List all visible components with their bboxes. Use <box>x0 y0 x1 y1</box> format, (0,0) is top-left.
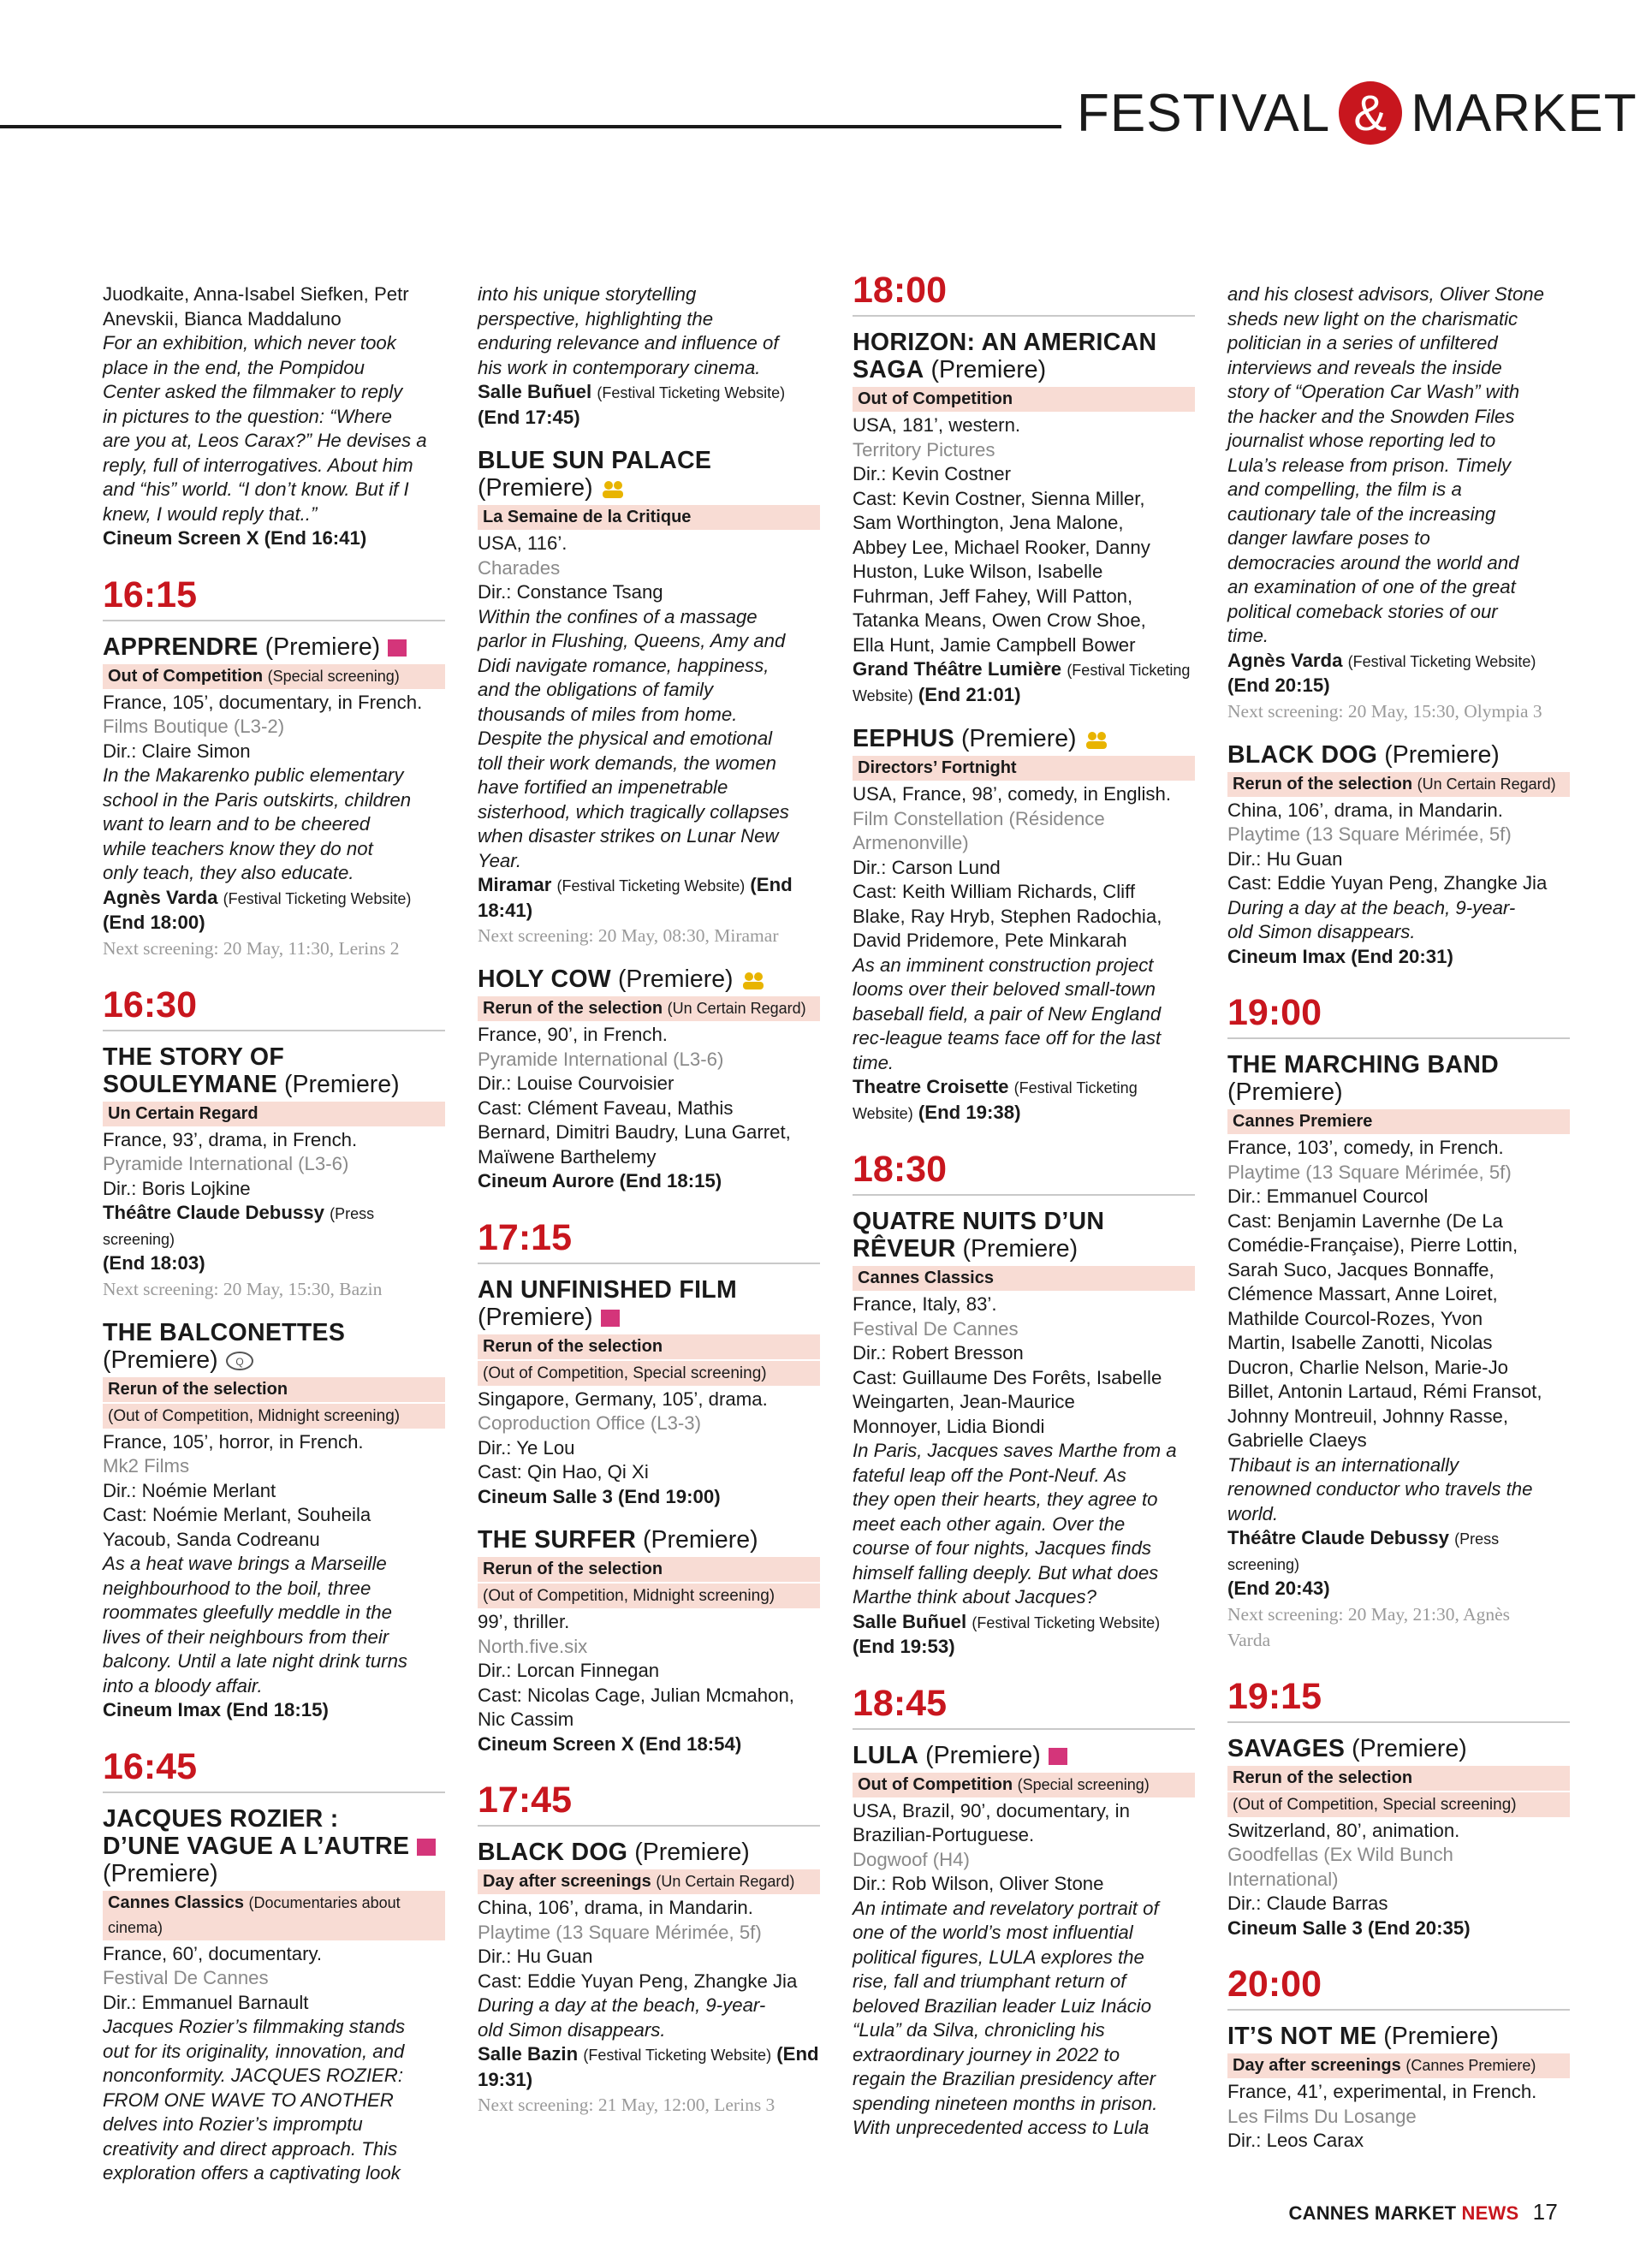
synopsis-line: rise, fall and triumphant return of <box>853 1970 1126 1992</box>
synopsis-line: sisterhood, which tragically collapses <box>478 800 789 823</box>
film-title: BLUE SUN PALACE <box>478 447 712 474</box>
end-time: 19:31) <box>478 2068 533 2090</box>
cast-line: Cast: Guillaume Des Forêts, Isabelle <box>853 1366 1162 1388</box>
cast-line: Yacoub, Sanda Codreanu <box>103 1528 320 1550</box>
film-meta: France, 105’, documentary, in French. <box>103 691 423 713</box>
distributor: Coproduction Office (L3-3) <box>478 1412 702 1434</box>
next-screening: Next screening: 20 May, 21:30, Agnès <box>1227 1603 1511 1625</box>
synopsis-line: and compelling, the film is a <box>1227 478 1462 500</box>
cast-line: Cast: Clément Faveau, Mathis <box>478 1096 734 1119</box>
film-title: SAVAGES (Premiere) <box>1227 1734 1467 1762</box>
synopsis-line: creativity and direct approach. This <box>103 2137 398 2160</box>
synopsis-line: his work in contemporary cinema. <box>478 356 761 378</box>
venue: Cineum Imax (End 20:31) <box>1227 945 1453 967</box>
venue: Theatre Croisette (Festival Ticketing <box>853 1076 1138 1097</box>
next-screening: Next screening: 20 May, 08:30, Miramar <box>478 925 779 946</box>
time-slot: 19:15 <box>1227 1675 1570 1723</box>
film-title: (Premiere) <box>478 1304 820 1331</box>
synopsis-line: are you at, Leos Carax?” He devises a <box>103 430 427 451</box>
synopsis-line: they open their hearts, they agree to <box>853 1488 1158 1510</box>
synopsis-line: old Simon disappears. <box>478 2018 666 2041</box>
film-title: LULA (Premiere) <box>853 1742 1195 1769</box>
synopsis-line: Despite the physical and emotional <box>478 728 773 749</box>
synopsis-line: world. <box>1227 1502 1279 1524</box>
synopsis-line: balcony. Until a late night drink turns <box>103 1650 408 1672</box>
film-meta: China, 106’, drama, in Mandarin. <box>1227 799 1503 821</box>
category-label: Cannes Classics (Documentaries about cinema) <box>103 1891 445 1940</box>
film-title: THE STORY OF <box>103 1043 285 1071</box>
venue: Agnès Varda (Festival Ticketing Website) <box>103 886 412 908</box>
cast-line: Monnoyer, Lidia Biondi <box>853 1415 1045 1437</box>
cast-line: Ducron, Charlie Nelson, Marie-Jo <box>1227 1356 1509 1378</box>
synopsis-line: story of “Operation Car Wash” with <box>1227 381 1520 402</box>
director: Dir.: Ye Lou <box>478 1436 575 1459</box>
distributor: Films Boutique (L3-2) <box>103 716 285 737</box>
synopsis-line: regain the Brazilian presidency after <box>853 2068 1156 2089</box>
synopsis-line: himself falling deeply. But what does <box>853 1561 1159 1584</box>
pink-square-icon <box>416 1838 437 1857</box>
synopsis-line: and his closest advisors, Oliver Stone <box>1227 283 1544 305</box>
director: Dir.: Emmanuel Courcol <box>1227 1185 1429 1207</box>
film-meta: USA, Brazil, 90’, documentary, in <box>853 1799 1130 1821</box>
distributor: Playtime (13 Square Mérimée, 5f) <box>1227 823 1512 845</box>
film-title: BLACK DOG (Premiere) <box>1227 740 1500 769</box>
director: Dir.: Louise Courvoisier <box>478 1073 674 1094</box>
film-meta: France, 93’, drama, in French. <box>103 1128 358 1150</box>
film-title: (Premiere) Q <box>103 1346 445 1374</box>
cast-line: Mathilde Courcol-Rozes, Yvon <box>1227 1307 1483 1329</box>
film-meta: China, 106’, drama, in Mandarin. <box>478 1897 753 1918</box>
distributor: Dogwoof (H4) <box>853 1848 970 1870</box>
synopsis-line: perspective, highlighting the <box>478 307 714 330</box>
synopsis-line: spending nineteen months in prison. <box>853 2092 1158 2114</box>
end-time: Website) (End 21:01) <box>853 683 1021 705</box>
film-title: SOULEYMANE (Premiere) <box>103 1070 400 1098</box>
time-slot: 16:45 <box>103 1745 445 1793</box>
film-title: QUATRE NUITS D’UN <box>853 1208 1105 1235</box>
venue: Grand Théâtre Lumière (Festival Ticketing <box>853 658 1191 680</box>
synopsis-line: an examination of one of the great <box>1227 576 1516 597</box>
cast-line: Cast: Eddie Yuyan Peng, Zhangke Jia <box>478 1970 798 1992</box>
cast-line: Cast: Nicolas Cage, Julian Mcmahon, <box>478 1684 794 1706</box>
cast-line: Johnny Montreuil, Johnny Rasse, <box>1227 1405 1509 1427</box>
film-title: (Premiere) <box>478 474 820 502</box>
film-title: THE SURFER (Premiere) <box>478 1526 758 1554</box>
distributor: International) <box>1227 1868 1339 1890</box>
cast-line: Cast: Kevin Costner, Sienna Miller, <box>853 487 1145 509</box>
synopsis-line: into his unique storytelling <box>478 283 697 305</box>
category-label: Rerun of the selection <box>478 1557 820 1582</box>
venue: Salle Buñuel (Festival Ticketing Website) <box>853 1610 1161 1632</box>
footer-news: NEWS <box>1461 2202 1519 2224</box>
people-icon <box>1084 729 1109 750</box>
end-time: (End 19:53) <box>853 1636 955 1657</box>
synopsis-line: rec-league teams face off for the last <box>853 1027 1162 1049</box>
ampersand-badge: & <box>1339 81 1402 145</box>
film-title: BLACK DOG (Premiere) <box>478 1839 750 1866</box>
synopsis-line: nonconformity. JACQUES ROZIER: <box>103 2065 403 2086</box>
column-4 <box>1227 282 1570 2154</box>
credits-line: Juodkaite, Anna-Isabel Siefken, Petr <box>103 283 409 305</box>
next-screening: Varda <box>1227 1629 1271 1650</box>
cast-line: Cast: Qin Hao, Qi Xi <box>478 1461 649 1483</box>
synopsis-line: fateful leap off the Pont-Neuf. As <box>853 1464 1126 1486</box>
synopsis-line: looms over their beloved small-town <box>853 978 1156 1000</box>
synopsis-line: Within the confines of a massage <box>478 605 758 627</box>
film-meta: USA, 116’. <box>478 532 568 554</box>
venue: Théâtre Claude Debussy (Press screening) <box>103 1202 375 1248</box>
end-time: (End 18:03) <box>103 1252 205 1274</box>
next-screening: Next screening: 21 May, 12:00, Lerins 3 <box>478 2095 775 2115</box>
category-sub: (Out of Competition, Midnight screening) <box>103 1404 445 1429</box>
film-title: SAGA (Premiere) <box>853 356 1047 383</box>
category-label: Out of Competition (Special screening) <box>103 664 445 689</box>
synopsis-line: while teachers know they do not <box>103 837 373 859</box>
svg-text:Q: Q <box>235 1355 244 1368</box>
category-label: Out of Competition (Special screening) <box>853 1773 1195 1797</box>
director: Dir.: Hu Guan <box>1227 847 1343 870</box>
cast-line: Clémence Massart, Anne Loiret, <box>1227 1283 1498 1304</box>
footer-brand: CANNES MARKET <box>1288 2202 1457 2224</box>
distributor: North.five.six <box>478 1635 588 1657</box>
synopsis-line: old Simon disappears. <box>1227 921 1416 942</box>
synopsis-line: As an imminent construction project <box>853 954 1154 976</box>
synopsis-line: Marthe think about Jacques? <box>853 1586 1096 1607</box>
synopsis-line: Didi navigate romance, happiness, <box>478 654 770 676</box>
synopsis-line: As a heat wave brings a Marseille <box>103 1553 387 1574</box>
director: Dir.: Boris Lojkine <box>103 1177 251 1199</box>
distributor: Territory Pictures <box>853 438 995 461</box>
synopsis-line: political figures, LULA explores the <box>853 1946 1144 1968</box>
synopsis-line: and the obligations of family <box>478 679 714 700</box>
end-time: (End 20:15) <box>1227 674 1330 696</box>
synopsis-line: “Lula” da Silva, chronicling his <box>853 2019 1105 2041</box>
category-label: Day after screenings (Un Certain Regard) <box>478 1869 820 1894</box>
time-slot: 20:00 <box>1227 1963 1570 2011</box>
cast-line: Comédie-Française), Pierre Lottin, <box>1227 1234 1518 1256</box>
people-icon <box>740 970 766 990</box>
venue: Cineum Screen X (End 18:54) <box>478 1732 742 1755</box>
synopsis-line: An intimate and revelatory portrait of <box>853 1897 1159 1919</box>
category-label: Rerun of the selection <box>103 1377 445 1402</box>
next-screening: Next screening: 20 May, 15:30, Olympia 3 <box>1227 700 1542 722</box>
next-screening: Next screening: 20 May, 15:30, Bazin <box>103 1278 383 1299</box>
time-slot: 18:00 <box>853 269 1195 317</box>
queer-palm-icon <box>225 1351 254 1371</box>
synopsis-line: reply, full of interrogatives. About him <box>103 454 413 476</box>
synopsis-line: delves into Rozier’s impromptu <box>103 2113 363 2135</box>
synopsis-line: Jacques Rozier’s filmmaking stands <box>103 2016 406 2037</box>
synopsis-line: time. <box>1227 625 1269 646</box>
end-time: (End 18:00) <box>103 912 205 933</box>
director: Dir.: Rob Wilson, Oliver Stone <box>853 1873 1104 1894</box>
synopsis-line: In Paris, Jacques saves Marthe from a <box>853 1440 1177 1461</box>
synopsis-line: time. <box>853 1051 894 1073</box>
distributor: Playtime (13 Square Mérimée, 5f) <box>1227 1161 1512 1183</box>
category-label: Directors’ Fortnight <box>853 756 1195 781</box>
synopsis-line: During a day at the beach, 9-year- <box>478 1994 766 2016</box>
time-slot: 16:15 <box>103 573 445 621</box>
venue: Salle Bazin (Festival Ticketing Website) (End <box>478 2043 819 2065</box>
synopsis-line: one of the world’s most influential <box>853 1922 1133 1943</box>
time-slot: 19:00 <box>1227 991 1570 1039</box>
end-time: (End 17:45) <box>478 406 580 428</box>
film-meta: France, 60’, documentary. <box>103 1942 323 1964</box>
time-slot: 17:15 <box>478 1216 820 1264</box>
film-title: AN UNFINISHED FILM <box>478 1275 738 1304</box>
synopsis-line: the hacker and the Snowden Files <box>1227 405 1515 427</box>
film-title: EEPHUS (Premiere) <box>853 725 1195 752</box>
category-label: Day after screenings (Cannes Premiere) <box>1227 2053 1570 2078</box>
cast-line: Maïwene Barthelemy <box>478 1145 657 1168</box>
distributor: Les Films Du Losange <box>1227 2105 1417 2127</box>
film-meta: France, 41’, experimental, in French. <box>1227 2081 1537 2102</box>
category-label: Rerun of the selection (Un Certain Regard) <box>1227 772 1570 797</box>
synopsis-line: lives of their neighbours from their <box>103 1625 389 1648</box>
film-title: RÊVEUR (Premiere) <box>853 1235 1079 1263</box>
category-label: Rerun of the selection <box>1227 1766 1570 1791</box>
next-screening: Next screening: 20 May, 11:30, Lerins 2 <box>103 937 400 959</box>
time-slot: 17:45 <box>478 1779 820 1827</box>
cast-line: Cast: Keith William Richards, Cliff <box>853 881 1136 902</box>
category-label: Rerun of the selection (Un Certain Regard) <box>478 996 820 1021</box>
synopsis-line: thousands of miles from home. <box>478 703 738 725</box>
synopsis-line: neighbourhood to the boil, three <box>103 1577 371 1599</box>
end-time: Website) (End 19:38) <box>853 1101 1021 1123</box>
film-title: IT’S NOT ME (Premiere) <box>1227 2023 1499 2050</box>
cast-line: Blake, Ray Hryb, Stephen Radochia, <box>853 905 1162 927</box>
page-number: 17 <box>1532 2199 1558 2225</box>
column-2 <box>478 282 820 2118</box>
synopsis-line: extraordinary journey in 2022 to <box>853 2043 1120 2065</box>
film-title: THE MARCHING BAND <box>1227 1051 1499 1078</box>
synopsis-line: toll their work demands, the women <box>478 752 776 774</box>
cast-line: Martin, Isabelle Zanotti, Nicolas <box>1227 1332 1493 1353</box>
cast-line: Cast: Eddie Yuyan Peng, Zhangke Jia <box>1227 872 1548 894</box>
director: Dir.: Leos Carax <box>1227 2130 1364 2151</box>
column-3 <box>853 257 1195 2141</box>
category-label: Cannes Premiere <box>1227 1109 1570 1134</box>
time-slot: 18:30 <box>853 1148 1195 1196</box>
pink-square-icon <box>387 639 407 657</box>
cast-line: Weingarten, Jean-Maurice <box>853 1391 1075 1412</box>
category-sub: (Out of Competition, Special screening) <box>478 1361 820 1386</box>
synopsis-line: parlor in Flushing, Queens, Amy and <box>478 630 786 651</box>
distributor: Charades <box>478 556 561 579</box>
distributor: Festival De Cannes <box>103 1967 269 1988</box>
pink-square-icon <box>1048 1747 1068 1766</box>
synopsis-line: Lula’s release from prison. Timely <box>1227 454 1512 476</box>
synopsis-line: democracies around the world and <box>1227 551 1519 573</box>
distributor: Pyramide International (L3-6) <box>478 1048 724 1070</box>
director: Dir.: Emmanuel Barnault <box>103 1991 309 2013</box>
cast-line: Billet, Antonin Lartaud, Rémi Fransot, <box>1227 1381 1542 1402</box>
film-meta: USA, France, 98’, comedy, in English. <box>853 783 1172 805</box>
header-rule <box>0 125 1061 128</box>
section-header <box>1077 79 1637 147</box>
synopsis-line: In the Makarenko public elementary <box>103 764 404 786</box>
synopsis-line: want to learn and to be cheered <box>103 813 371 835</box>
synopsis-line: FROM ONE WAVE TO ANOTHER <box>103 2089 394 2111</box>
film-meta: Singapore, Germany, 105’, drama. <box>478 1387 768 1410</box>
synopsis-line: journalist whose reporting led to <box>1227 430 1496 451</box>
film-title: JACQUES ROZIER : <box>103 1804 339 1833</box>
synopsis-line: place in the end, the Pompidou <box>103 356 365 378</box>
category-label: Rerun of the selection <box>478 1334 820 1359</box>
distributor: Festival De Cannes <box>853 1317 1019 1340</box>
category-sub: (Out of Competition, Midnight screening) <box>478 1584 820 1608</box>
synopsis-line: With unprecedented access to Lula <box>853 2117 1150 2138</box>
synopsis-line: baseball field, a pair of New England <box>853 1002 1162 1025</box>
distributor: Goodfellas (Ex Wild Bunch <box>1227 1844 1453 1865</box>
synopsis-line: interviews and reveals the inside <box>1227 356 1502 378</box>
film-title: HOLY COW (Premiere) <box>478 966 820 993</box>
venue: Cineum Aurore (End 18:15) <box>478 1170 722 1191</box>
time-slot: 18:45 <box>853 1682 1195 1730</box>
director: Dir.: Kevin Costner <box>853 463 1011 484</box>
column-1 <box>103 282 445 2186</box>
venue: Cineum Screen X (End 16:41) <box>103 527 367 549</box>
category-label: La Semaine de la Critique <box>478 505 820 530</box>
film-title: D’UNE VAGUE A L’AUTRE <box>103 1833 445 1860</box>
venue: Agnès Varda (Festival Ticketing Website) <box>1227 649 1536 671</box>
venue: Salle Buñuel (Festival Ticketing Website) <box>478 381 786 402</box>
venue: Miramar (Festival Ticketing Website) (End <box>478 874 793 895</box>
director: Dir.: Lorcan Finnegan <box>478 1660 660 1681</box>
synopsis-line: Year. <box>478 849 521 871</box>
film-title: APPRENDRE (Premiere) <box>103 633 445 661</box>
synopsis-line: when disaster strikes on Lunar New <box>478 825 779 847</box>
distributor: Film Constellation (Résidence <box>853 807 1105 829</box>
synopsis-line: Thibaut is an internationally <box>1227 1453 1459 1476</box>
synopsis-line: For an exhibition, which never took <box>103 332 396 354</box>
cast-line: Fuhrman, Jeff Fahey, Will Patton, <box>853 585 1133 607</box>
film-meta: 99’, thriller. <box>478 1611 570 1632</box>
venue: Cineum Salle 3 (End 19:00) <box>478 1485 721 1507</box>
director: Dir.: Hu Guan <box>478 1946 593 1967</box>
header-festival: FESTIVAL <box>1077 83 1331 143</box>
synopsis-line: enduring relevance and influence of <box>478 332 779 354</box>
synopsis-line: beloved Brazilian leader Luiz Inácio <box>853 1994 1152 2017</box>
director: Dir.: Robert Bresson <box>853 1342 1024 1364</box>
film-title: (Premiere) <box>1227 1078 1343 1106</box>
cast-line: Gabrielle Claeys <box>1227 1429 1367 1451</box>
film-meta: France, 90’, in French. <box>478 1024 668 1045</box>
category-sub: (Out of Competition, Special screening) <box>1227 1792 1570 1817</box>
director: Dir.: Noémie Merlant <box>103 1479 276 1501</box>
distributor: Pyramide International (L3-6) <box>103 1153 349 1174</box>
cast-line: Tatanka Means, Owen Crow Shoe, <box>853 609 1146 631</box>
pink-square-icon <box>600 1309 621 1328</box>
cast-line: Sarah Suco, Jacques Bonnaffe, <box>1227 1258 1495 1281</box>
synopsis-line: only teach, they also educate. <box>103 862 354 883</box>
synopsis-line: into a bloody affair. <box>103 1674 263 1696</box>
venue: Cineum Imax (End 18:15) <box>103 1699 329 1720</box>
synopsis-line: political comeback stories of our <box>1227 600 1498 622</box>
director: Dir.: Carson Lund <box>853 856 1001 878</box>
synopsis-line: out for its originality, innovation, and <box>103 2040 405 2062</box>
synopsis-line: in pictures to the question: “Where <box>103 405 392 427</box>
cast-line: Ella Hunt, Jamie Campbell Bower <box>853 633 1136 656</box>
end-time: 18:41) <box>478 899 533 921</box>
synopsis-line: knew, I would reply that..” <box>103 502 318 525</box>
synopsis-line: have fortified an impenetrable <box>478 776 728 798</box>
film-meta: Brazilian-Portuguese. <box>853 1824 1035 1845</box>
cast-line: David Pridemore, Pete Minkarah <box>853 930 1127 951</box>
people-icon <box>600 478 626 499</box>
cast-line: Cast: Noémie Merlant, Souheila <box>103 1504 371 1525</box>
venue: Cineum Salle 3 (End 20:35) <box>1227 1916 1471 1939</box>
synopsis-line: Center asked the filmmaker to reply <box>103 381 403 402</box>
synopsis-line: During a day at the beach, 9-year- <box>1227 896 1516 918</box>
synopsis-line: cautionary tale of the increasing <box>1227 502 1496 525</box>
synopsis-line: roommates gleefully meddle in the <box>103 1601 392 1623</box>
film-title: THE BALCONETTES <box>103 1318 346 1346</box>
header-market: MARKET <box>1411 83 1637 143</box>
synopsis-line: politician in a series of unfiltered <box>1227 332 1498 354</box>
film-title: HORIZON: AN AMERICAN <box>853 329 1157 356</box>
synopsis-line: exploration offers a captivating look <box>103 2162 401 2184</box>
end-time: (End 20:43) <box>1227 1578 1330 1599</box>
film-title: (Premiere) <box>103 1859 218 1887</box>
category-label: Out of Competition <box>853 387 1195 412</box>
distributor: Playtime (13 Square Mérimée, 5f) <box>478 1921 762 1943</box>
synopsis-line: course of four nights, Jacques finds <box>853 1537 1152 1559</box>
cast-line: Abbey Lee, Michael Rooker, Danny <box>853 536 1150 558</box>
category-label: Un Certain Regard <box>103 1102 445 1126</box>
credits-line: Anevskii, Bianca Maddaluno <box>103 307 342 330</box>
category-label: Cannes Classics <box>853 1266 1195 1291</box>
venue: Théâtre Claude Debussy (Press screening) <box>1227 1527 1500 1573</box>
film-meta: France, Italy, 83’. <box>853 1293 997 1315</box>
synopsis-line: school in the Paris outskirts, children <box>103 788 412 811</box>
page-footer <box>1289 2199 1558 2225</box>
synopsis-line: and “his” world. “I don’t know. But if I <box>103 478 409 500</box>
distributor: Armenonville) <box>853 832 969 853</box>
film-meta: France, 105’, horror, in French. <box>103 1430 364 1453</box>
cast-line: Huston, Luke Wilson, Isabelle <box>853 561 1103 582</box>
director: Dir.: Constance Tsang <box>478 581 663 603</box>
synopsis-line: renowned conductor who travels the <box>1227 1478 1533 1500</box>
synopsis-line: meet each other again. Over the <box>853 1512 1126 1535</box>
synopsis-line: danger lawfare poses to <box>1227 527 1430 549</box>
film-meta: Switzerland, 80’, animation. <box>1227 1819 1460 1841</box>
cast-line: Sam Worthington, Jena Malone, <box>853 512 1124 533</box>
time-slot: 16:30 <box>103 983 445 1031</box>
cast-line: Nic Cassim <box>478 1708 574 1730</box>
cast-line: Cast: Benjamin Lavernhe (De La <box>1227 1209 1503 1232</box>
director: Dir.: Claire Simon <box>103 740 251 762</box>
director: Dir.: Claude Barras <box>1227 1893 1388 1914</box>
cast-line: Bernard, Dimitri Baudry, Luna Garret, <box>478 1121 791 1143</box>
film-meta: France, 103’, comedy, in French. <box>1227 1137 1504 1158</box>
film-meta: USA, 181’, western. <box>853 414 1021 436</box>
synopsis-line: sheds new light on the charismatic <box>1227 307 1518 330</box>
distributor: Mk2 Films <box>103 1455 190 1477</box>
